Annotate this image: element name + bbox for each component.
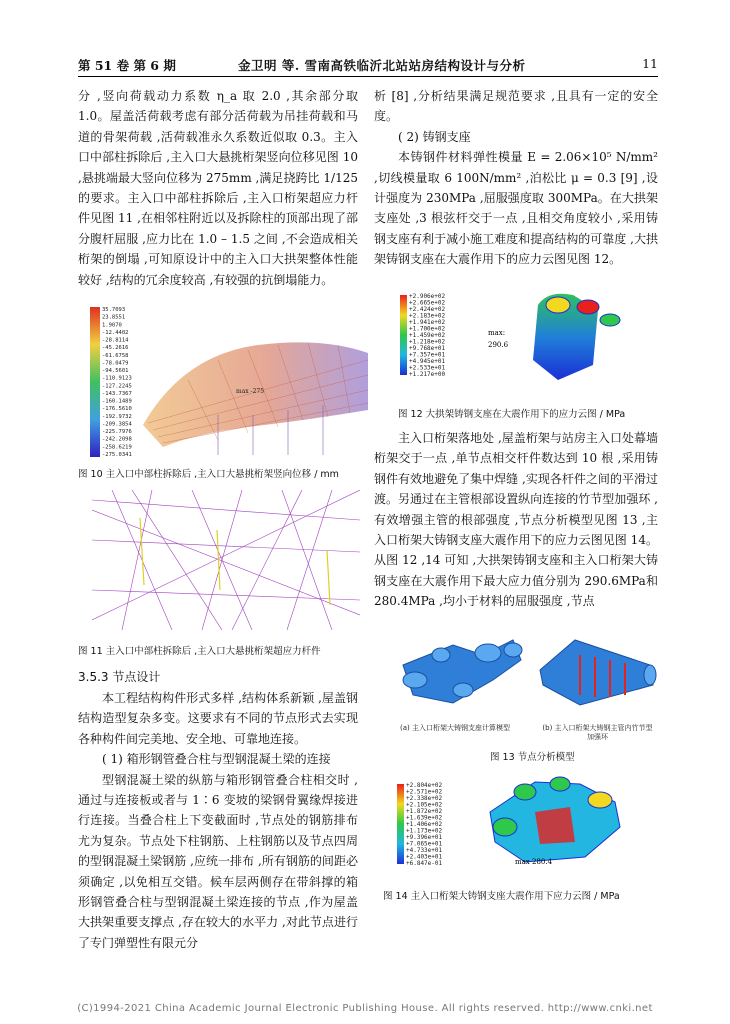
legend-value: +2.105e+02 xyxy=(406,801,443,809)
legend-value: +9.768e+01 xyxy=(409,345,446,352)
fig14-legend xyxy=(406,782,443,867)
legend-value: +2.665e+02 xyxy=(409,299,446,307)
subheading-cast-steel: ( 2) 铸钢支座 xyxy=(398,129,471,144)
legend-value: 23.8551 xyxy=(102,314,126,321)
legend-value: -143.7367 xyxy=(102,390,132,397)
paragraph-cast-steel: 本铸钢件材料弹性模量 E = 2.06×10⁵ N/mm² ,切线模量取 6 100N/mm² ,泊松比 μ = 0.3 [9] ,设计强度为 230MPa ,屈服强度取 300MPa。在大拱架支座处 ,3 根弦杆交于一点 ,且相交角度较小 ,采用铸钢支座有利于减小施工难度和提高结构的可靠度 ,大拱架铸钢支座在大震作用下的应力云图见图 12。 xyxy=(374,150,658,267)
fig10-legend xyxy=(102,307,132,458)
legend-value: -110.9123 xyxy=(102,375,132,382)
figure-11 xyxy=(92,490,360,630)
section-heading-node-design: 3.5.3 节点设计 xyxy=(78,670,161,684)
legend-value: -209.3854 xyxy=(102,421,132,428)
paragraph-analysis-end: 析 [8] ,分析结果满足规范要求 ,且具有一定的安全度。 xyxy=(374,89,658,124)
figure-14-stress-contour xyxy=(395,772,655,872)
legend-value: -242.2098 xyxy=(102,436,132,443)
header-rule xyxy=(78,76,658,77)
paragraph-src-beam: 型钢混凝土梁的纵筋与箱形钢管叠合柱相交时 ,通过与连接板或者与 1∶6 变坡的梁钢骨翼缘焊接进行连接。当叠合柱上下变截面时 ,节点处的钢筋排布尤为复杂。节点处下柱钢筋、上柱钢筋以及节点四周的型钢混凝土梁钢筋 ,应统一排布 ,所有钢筋的间距必须确定 ,以免相互交错。候车层两侧存在带斜撑的箱形钢管叠合柱与型钢混凝土梁连接的节点 ,作为屋盖大拱架重要支撑点 ,存在较大的水平力 ,对此节点进行了专门弹塑性有限元分 xyxy=(78,772,358,950)
fig10-colorbar xyxy=(90,307,100,457)
fig12-branch-a xyxy=(546,297,570,313)
legend-value: +2.533e+01 xyxy=(409,364,446,372)
article-running-title: 金卫明 等. 雪南高铁临沂北站站房结构设计与分析 xyxy=(238,58,526,73)
paragraph-main-entrance: 主入口桁架落地处 ,屋盖桁架与站房主入口处幕墙桁架交于一点 ,单节点相交杆件数达到 10 根 ,采用铸钢件有效地避免了集中焊缝 ,实现各杆件之间的平滑过渡。另通过在主管根部设置纵向连接的竹节型加强环 ,有效增强主管的根部强度 ,节点分析模型见图 13 ,主入口桁架大铸钢支座大震作用下的应力云图见图 14。从图 12 ,14 可知 ,大拱架铸钢支座和主入口桁架大铸钢支座在大震作用下最大应力值分别为 290.6MPa和280.4MPa ,均小于材料的屈服强度 ,节点 xyxy=(374,431,658,609)
legend-value: 35.7093 xyxy=(102,307,126,313)
paragraph-vertical-load: 分 ,竖向荷载动力系数 η_a 取 2.0 ,其余部分取 1.0。屋盖活荷载考虑有部分活荷载为吊挂荷载和马道的骨架荷载 ,活荷载准永久系数近似取 0.3。主入口中部柱拆除后 ,主入口大悬挑桁架竖向位移见图 10 ,悬挑端最大竖向位移为 275mm ,满足挠跨比 1/125 的要求。主入口中部柱拆除后 ,主入口桁架超应力杆件见图 11 ,在相邻柱附近以及拆除柱的顶部出现了部分腹杆屈服 ,应力比在 1.0 – 1.5 之间 ,不会造成相关桁架的倒塌 ,可知原设计中的主入口大拱架整体性能较好 ,结构的冗余度较高 ,有较强的抗倒塌能力。 xyxy=(78,89,358,287)
legend-value: -258.6219 xyxy=(102,444,132,451)
copyright-footer: (C)1994-2021 China Academic Journal Electronic Publishing House. All rights reserved. http://www.cnki.net xyxy=(77,1003,653,1014)
figure-12-stress-contour xyxy=(398,285,638,385)
legend-value: +2.183e+02 xyxy=(409,312,446,320)
fig12-max-value: 290.6 xyxy=(488,341,509,349)
legend-value: 1.9070 xyxy=(102,322,122,329)
legend-value: +2.906e+02 xyxy=(409,293,446,300)
legend-value: -28.8114 xyxy=(102,337,129,344)
legend-value: +1.218e+02 xyxy=(409,338,446,346)
figure-13b-label: (b) 主入口桁架大铸钢主管内竹节型加强环 xyxy=(542,724,653,741)
subheading-box-column: ( 1) 箱形钢管叠合柱与型钢混凝土梁的连接 xyxy=(102,752,331,767)
legend-value: +1.459e+02 xyxy=(409,332,446,339)
fig14-colorbar xyxy=(397,784,404,864)
legend-value: +4.733e+01 xyxy=(406,847,443,854)
paragraph-node-intro: 本工程结构构件形式多样 ,结构体系新颖 ,屋盖钢结构造型复杂多变。这要求有不同的节点形式去实现各种构件间完美地、安全地、可靠地连接。 xyxy=(78,691,358,746)
figure-13a-model xyxy=(393,625,528,710)
legend-value: -176.5610 xyxy=(102,406,132,413)
fig11-truss-members xyxy=(92,490,360,630)
legend-value: -160.1489 xyxy=(102,398,132,405)
legend-value: +9.396e+01 xyxy=(406,834,443,841)
page-number: 11 xyxy=(642,56,658,71)
legend-value: +2.424e+02 xyxy=(409,306,446,313)
figure-12 xyxy=(398,285,638,385)
legend-value: -94.5601 xyxy=(102,368,129,375)
legend-value: -12.4402 xyxy=(102,329,129,336)
legend-value: -78.0479 xyxy=(102,360,129,367)
legend-value: +1.872e+02 xyxy=(406,808,443,815)
figure-13b xyxy=(535,625,660,710)
left-column-top xyxy=(78,86,358,290)
figure-13b-model xyxy=(535,625,660,710)
legend-value: +2.403e+01 xyxy=(406,853,443,861)
right-column-top xyxy=(374,86,658,270)
legend-value: -61.6758 xyxy=(102,352,129,359)
fig10-max-annotation: max -275 xyxy=(236,388,265,395)
figure-13-caption: 图 13 节点分析模型 xyxy=(490,752,575,763)
running-header xyxy=(78,56,658,76)
legend-value: +1.700e+02 xyxy=(409,325,446,333)
legend-value: +7.357e+01 xyxy=(409,351,446,359)
figure-11-caption: 图 11 主入口中部柱拆除后 ,主入口大悬挑桁架超应力杆件 xyxy=(78,646,321,657)
left-column-bottom xyxy=(78,688,358,953)
fig12-branch-c xyxy=(600,314,620,326)
fig12-colorbar xyxy=(400,295,407,375)
legend-value: +1.217e+00 xyxy=(409,371,446,378)
legend-value: +7.065e+01 xyxy=(406,840,443,848)
legend-value: +1.406e+02 xyxy=(406,821,443,828)
legend-value: +2.338e+02 xyxy=(406,795,443,802)
legend-value: +4.945e+01 xyxy=(409,358,446,365)
legend-value: +6.847e-01 xyxy=(406,860,443,867)
fig12-max-label: max: xyxy=(488,329,506,337)
legend-value: +1.173e+02 xyxy=(406,827,443,835)
figure-14 xyxy=(395,772,655,872)
figure-10-caption: 图 10 主入口中部柱拆除后 ,主入口大悬挑桁架竖向位移 / mm xyxy=(78,469,339,480)
legend-value: +1.639e+02 xyxy=(406,814,443,822)
fig12-legend xyxy=(409,293,446,378)
legend-value: +2.804e+02 xyxy=(406,782,443,789)
figure-12-caption: 图 12 大拱架铸钢支座在大震作用下的应力云图 / MPa xyxy=(398,409,626,420)
legend-value: -192.9732 xyxy=(102,413,132,420)
figure-11-truss-diagram xyxy=(92,490,360,630)
figure-13a xyxy=(393,625,528,710)
legend-value: +1.941e+02 xyxy=(409,319,446,326)
legend-value: -275.0341 xyxy=(102,452,132,458)
legend-value: -225.7976 xyxy=(102,429,132,436)
fig14-max-label: max 280.4 xyxy=(515,858,553,866)
figure-13a-label: (a) 主入口桁架大铸钢支座计算模型 xyxy=(400,724,510,732)
journal-volume: 第 51 卷 第 6 期 xyxy=(78,58,176,73)
legend-value: +2.571e+02 xyxy=(406,788,443,796)
legend-value: -45.2616 xyxy=(102,345,129,352)
figure-10-contour-plot xyxy=(88,305,370,460)
figure-14-caption: 图 14 主入口桁架大铸钢支座大震作用下应力云图 / MPa xyxy=(383,891,620,902)
figure-10 xyxy=(88,305,370,460)
fig12-branch-b xyxy=(577,300,599,314)
right-column-middle xyxy=(374,428,658,612)
legend-value: -127.2245 xyxy=(102,383,132,390)
